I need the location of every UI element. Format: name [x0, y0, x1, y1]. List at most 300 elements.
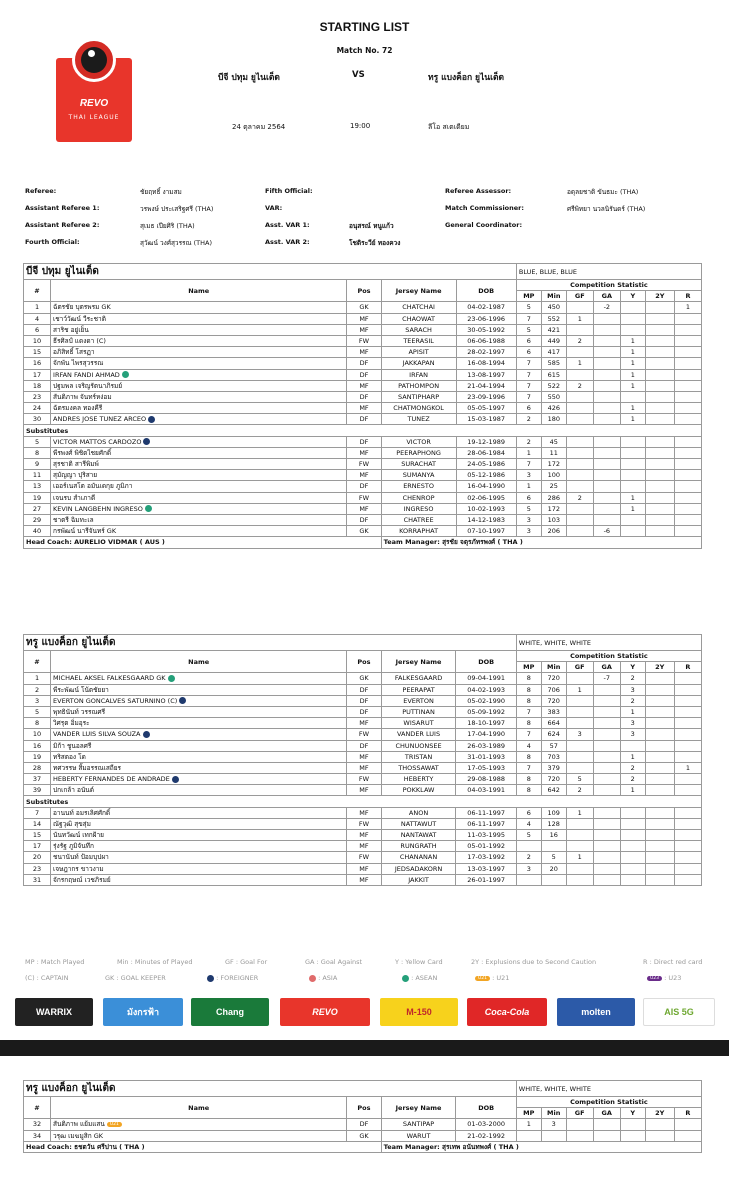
- stat-ga: [593, 807, 620, 818]
- player-name: [51, 526, 347, 537]
- player-row: [24, 1130, 702, 1141]
- stat-min: 20: [541, 863, 566, 874]
- stat-y: 1: [620, 358, 645, 369]
- legend-row-2: [25, 974, 715, 986]
- stat-y: 1: [620, 403, 645, 414]
- stat-mp: 8: [516, 684, 541, 695]
- legend-gk: GK : GOAL KEEPER: [105, 974, 166, 982]
- player-name: [51, 695, 347, 706]
- official-value: สุเมธ เปียศิริ (THA): [140, 222, 195, 230]
- stat-2y: [645, 841, 674, 852]
- stat-2y: [645, 830, 674, 841]
- player-name: [51, 751, 347, 762]
- stat-ga: [593, 818, 620, 829]
- col-competition-statistic: Competition Statistic: [516, 1097, 701, 1108]
- legend-foreigner: : FOREIGNER: [216, 974, 259, 982]
- player-pos: MF: [347, 718, 381, 729]
- player-row: [24, 470, 702, 481]
- stat-y: 3: [620, 718, 645, 729]
- stat-2y: [645, 706, 674, 717]
- player-name-text: ปฐมพล เจริญรัตนาภิรมย์: [53, 381, 123, 390]
- stat-y: 2: [620, 762, 645, 773]
- stat-r: [674, 807, 701, 818]
- player-jersey: JAKKIT: [381, 874, 456, 885]
- official-label: General Coordinator:: [445, 221, 523, 229]
- stat-y: 1: [620, 503, 645, 514]
- stat-gf: [566, 391, 593, 402]
- stat-gf: [566, 369, 593, 380]
- stat-2y: [645, 1119, 674, 1130]
- stat-gf: [566, 841, 593, 852]
- stat-2y: [645, 335, 674, 346]
- stat-gf: [566, 1119, 593, 1130]
- player-number: 16: [24, 358, 51, 369]
- player-name-text: VANDER LUIS SILVA SOUZA: [53, 730, 141, 739]
- stat-2y: [645, 852, 674, 863]
- player-name-text: เจนรบ สำเภาดี: [53, 493, 96, 502]
- stat-mp: 8: [516, 751, 541, 762]
- player-name-text: อภิสิทธิ์ โสรฏา: [53, 348, 95, 357]
- stat-ga: [593, 718, 620, 729]
- stat-y: [620, 514, 645, 525]
- stat-y: [620, 874, 645, 885]
- substitutes-row: [24, 425, 702, 436]
- player-name-text: ฉัตรมงคล ทองคีรี: [53, 404, 103, 413]
- player-row: [24, 391, 702, 402]
- player-jersey: WISARUT: [381, 718, 456, 729]
- player-name: [51, 492, 347, 503]
- home-team-table: [23, 263, 702, 549]
- player-pos: MF: [347, 403, 381, 414]
- legend-y: Y : Yellow Card: [395, 958, 443, 966]
- header-row: [24, 280, 702, 291]
- foreigner-icon: [207, 975, 214, 982]
- player-name-text: ทศวรรษ สิ้มอรรณเสถียร: [53, 763, 122, 772]
- stat-min: 720: [541, 695, 566, 706]
- player-jersey: VANDER LUIS: [381, 729, 456, 740]
- stat-ga: [593, 751, 620, 762]
- player-name: [51, 863, 347, 874]
- player-name: [51, 481, 347, 492]
- col-mp: MP: [516, 662, 541, 673]
- stat-2y: [645, 785, 674, 796]
- stat-ga: -6: [593, 526, 620, 537]
- col-r: R: [674, 662, 701, 673]
- stat-gf: [566, 818, 593, 829]
- player-dob: 23-06-1996: [456, 313, 516, 324]
- stat-gf: [566, 695, 593, 706]
- col-y2: 2Y: [645, 1108, 674, 1119]
- stat-2y: [645, 751, 674, 762]
- player-dob: 05-12-1986: [456, 470, 516, 481]
- stat-min: 25: [541, 481, 566, 492]
- player-pos: FW: [347, 335, 381, 346]
- player-name-text: มิก้า ชูนอลศรี: [53, 741, 92, 750]
- stat-ga: [593, 335, 620, 346]
- player-dob: 19-12-1989: [456, 436, 516, 447]
- official-label: Asst. VAR 2:: [265, 238, 310, 246]
- player-name: [51, 358, 347, 369]
- player-jersey: SARACH: [381, 324, 456, 335]
- stat-r: 1: [674, 302, 701, 313]
- stat-mp: 7: [516, 706, 541, 717]
- player-pos: MF: [347, 470, 381, 481]
- player-name: [51, 830, 347, 841]
- player-row: [24, 302, 702, 313]
- player-jersey: JEDSADAKORN: [381, 863, 456, 874]
- stat-r: [674, 436, 701, 447]
- player-jersey: ERNESTO: [381, 481, 456, 492]
- match-venue: ลีโอ สเตเดียม: [428, 123, 470, 131]
- player-name-text: ANDRES JOSE TUNEZ ARCEO: [53, 415, 147, 424]
- player-dob: 15-03-1987: [456, 414, 516, 425]
- player-pos: GK: [347, 526, 381, 537]
- player-row: [24, 729, 702, 740]
- player-number: 10: [24, 335, 51, 346]
- legend-u23: : U23: [664, 974, 682, 982]
- player-name-text: ทริสตอง โด: [53, 752, 86, 761]
- player-number: 1: [24, 673, 51, 684]
- player-name: [51, 380, 347, 391]
- stat-gf: [566, 874, 593, 885]
- legend-asean: : ASEAN: [411, 974, 438, 982]
- stat-min: 286: [541, 492, 566, 503]
- player-number: 29: [24, 514, 51, 525]
- official-label: Assistant Referee 2:: [25, 221, 100, 229]
- stat-2y: [645, 1130, 674, 1141]
- stat-mp: 2: [516, 414, 541, 425]
- player-row: [24, 852, 702, 863]
- stat-y: [620, 807, 645, 818]
- player-name-text: ธีรศิลป์ แดงดา (C): [53, 337, 106, 346]
- stat-gf: [566, 403, 593, 414]
- stat-r: [674, 347, 701, 358]
- player-row: [24, 863, 702, 874]
- header-row: [24, 651, 702, 662]
- stat-gf: 3: [566, 729, 593, 740]
- player-row: [24, 830, 702, 841]
- stat-gf: 2: [566, 335, 593, 346]
- player-number: 11: [24, 470, 51, 481]
- stat-ga: [593, 414, 620, 425]
- league-emblem-icon: [72, 38, 116, 82]
- stat-min: 379: [541, 762, 566, 773]
- stat-gf: [566, 1130, 593, 1141]
- stat-gf: [566, 526, 593, 537]
- player-dob: 17-05-1993: [456, 762, 516, 773]
- stat-gf: 5: [566, 774, 593, 785]
- stat-gf: [566, 302, 593, 313]
- official-label: Match Commissioner:: [445, 204, 524, 212]
- stat-gf: [566, 324, 593, 335]
- stat-gf: [566, 447, 593, 458]
- stat-min: 180: [541, 414, 566, 425]
- player-jersey: POKKLAW: [381, 785, 456, 796]
- stat-mp: 1: [516, 481, 541, 492]
- player-dob: 05-09-1992: [456, 706, 516, 717]
- col-min: Min: [541, 662, 566, 673]
- player-name-text: จักรกฤษณ์ เวชภิรมย์: [53, 875, 111, 884]
- player-row: [24, 526, 702, 537]
- player-name-text: สุรชาติ สารีพิมพ์: [53, 460, 99, 469]
- stat-mp: 5: [516, 324, 541, 335]
- stat-ga: [593, 481, 620, 492]
- player-number: 1: [24, 302, 51, 313]
- u21-badge: U21: [107, 1122, 122, 1127]
- player-name-text: MICHAEL AKSEL FALKESGAARD GK: [53, 674, 166, 683]
- player-dob: 28-06-1984: [456, 447, 516, 458]
- stat-ga: [593, 1119, 620, 1130]
- stat-min: 11: [541, 447, 566, 458]
- player-name: [51, 785, 347, 796]
- stat-ga: -7: [593, 673, 620, 684]
- player-name: [51, 762, 347, 773]
- player-dob: 13-08-1997: [456, 369, 516, 380]
- player-dob: 30-05-1992: [456, 324, 516, 335]
- official-value: ศรีพิทยา นวลนิรันดร์ (THA): [567, 205, 646, 213]
- player-jersey: CHATREE: [381, 514, 456, 525]
- stat-gf: 1: [566, 358, 593, 369]
- player-name: [51, 684, 347, 695]
- player-row: [24, 313, 702, 324]
- player-number: 23: [24, 863, 51, 874]
- col-y: Y: [620, 291, 645, 302]
- col-competition-statistic: Competition Statistic: [516, 651, 701, 662]
- player-dob: 04-03-1991: [456, 785, 516, 796]
- player-name: [51, 729, 347, 740]
- player-pos: GK: [347, 673, 381, 684]
- stat-mp: 7: [516, 369, 541, 380]
- player-jersey: INGRESO: [381, 503, 456, 514]
- stat-2y: [645, 302, 674, 313]
- player-name: [51, 436, 347, 447]
- col-jersey: Jersey Name: [381, 280, 456, 302]
- player-jersey: SANTIPAP: [381, 1119, 456, 1130]
- player-number: 37: [24, 774, 51, 785]
- stat-mp: [516, 1130, 541, 1141]
- stat-min: 421: [541, 324, 566, 335]
- player-jersey: JAKKAPAN: [381, 358, 456, 369]
- player-name-text: สุมัญญา ปุริสาย: [53, 471, 98, 480]
- stat-r: [674, 380, 701, 391]
- stat-mp: 3: [516, 514, 541, 525]
- stat-ga: [593, 514, 620, 525]
- stat-2y: [645, 313, 674, 324]
- stat-gf: [566, 414, 593, 425]
- player-name: [51, 673, 347, 684]
- player-pos: MF: [347, 874, 381, 885]
- player-number: 6: [24, 324, 51, 335]
- stat-2y: [645, 874, 674, 885]
- player-row: [24, 695, 702, 706]
- player-row: [24, 673, 702, 684]
- stat-min: 642: [541, 785, 566, 796]
- col-mp: MP: [516, 1108, 541, 1119]
- player-pos: MF: [347, 841, 381, 852]
- stat-gf: 1: [566, 313, 593, 324]
- player-name: [51, 470, 347, 481]
- stat-min: 426: [541, 403, 566, 414]
- stat-ga: [593, 740, 620, 751]
- stat-r: [674, 818, 701, 829]
- col-name: Name: [51, 1097, 347, 1119]
- official-label: Referee:: [25, 187, 57, 195]
- player-name: [51, 302, 347, 313]
- player-jersey: SURACHAT: [381, 459, 456, 470]
- stat-gf: [566, 863, 593, 874]
- stat-mp: 2: [516, 852, 541, 863]
- stat-ga: [593, 785, 620, 796]
- player-name: [51, 324, 347, 335]
- player-dob: 10-02-1993: [456, 503, 516, 514]
- stat-2y: [645, 369, 674, 380]
- player-dob: 04-02-1987: [456, 302, 516, 313]
- player-number: 40: [24, 526, 51, 537]
- team-manager: Team Manager: สุรชัย จตุรภัทรพงศ์ ( THA ): [381, 537, 701, 548]
- player-dob: 05-05-1997: [456, 403, 516, 414]
- player-pos: DF: [347, 436, 381, 447]
- col-y: Y: [620, 662, 645, 673]
- player-row: [24, 503, 702, 514]
- player-number: 16: [24, 740, 51, 751]
- player-jersey: PEERAPHONG: [381, 447, 456, 458]
- stat-r: [674, 830, 701, 841]
- player-name: [51, 347, 347, 358]
- stat-ga: [593, 459, 620, 470]
- player-dob: 17-04-1990: [456, 729, 516, 740]
- stat-min: 720: [541, 774, 566, 785]
- player-number: 15: [24, 830, 51, 841]
- stat-r: [674, 481, 701, 492]
- stat-min: 450: [541, 302, 566, 313]
- official-value: อดุลยชาติ ขันธมะ (THA): [567, 188, 639, 196]
- player-row: [24, 335, 702, 346]
- player-jersey: PATHOMPON: [381, 380, 456, 391]
- sponsor-warrix: WARRIX: [15, 998, 93, 1026]
- player-jersey: CHAOWAT: [381, 313, 456, 324]
- player-row: [24, 481, 702, 492]
- stat-r: [674, 369, 701, 380]
- stat-ga: [593, 324, 620, 335]
- player-row: [24, 740, 702, 751]
- player-name-text: จักพัน ไพรสุวรรณ: [53, 359, 104, 368]
- stat-mp: 2: [516, 436, 541, 447]
- asean-icon: [168, 675, 175, 682]
- stat-mp: 7: [516, 762, 541, 773]
- team-manager: Team Manager: สุรเทพ อนันทพงศ์ ( THA ): [381, 1141, 701, 1152]
- stat-mp: 6: [516, 347, 541, 358]
- staff-row: [24, 537, 702, 548]
- player-dob: 28-02-1997: [456, 347, 516, 358]
- stat-min: 585: [541, 358, 566, 369]
- legend-row-1: [25, 958, 715, 970]
- player-number: 3: [24, 695, 51, 706]
- official-value: อนุสรณ์ หนูแก้ว: [349, 222, 394, 230]
- stat-min: 706: [541, 684, 566, 695]
- stat-2y: [645, 470, 674, 481]
- stat-y: [620, 818, 645, 829]
- stat-ga: [593, 706, 620, 717]
- player-pos: MF: [347, 807, 381, 818]
- player-pos: MF: [347, 447, 381, 458]
- player-pos: MF: [347, 762, 381, 773]
- official-value: ชัยฤทธิ์ งามสม: [140, 188, 182, 196]
- player-name-text: รุ่งรัฐ ภูมิจันทึก: [53, 842, 94, 851]
- stat-min: 57: [541, 740, 566, 751]
- player-name-text: EVERTON GONCALVES SATURNINO (C): [53, 696, 178, 705]
- player-number: 28: [24, 762, 51, 773]
- player-number: 23: [24, 391, 51, 402]
- stat-min: 100: [541, 470, 566, 481]
- official-value: โชติระวีย์ ทองควง: [349, 239, 401, 247]
- player-pos: MF: [347, 380, 381, 391]
- player-jersey: ANON: [381, 807, 456, 818]
- player-row: [24, 874, 702, 885]
- col-ga: GA: [593, 291, 620, 302]
- head-coach: Head Coach: AURELIO VIDMAR ( AUS ): [24, 537, 382, 548]
- stat-r: [674, 1119, 701, 1130]
- stat-mp: [516, 874, 541, 885]
- away-team-table: [23, 634, 702, 886]
- player-pos: FW: [347, 492, 381, 503]
- player-name-text: เออร์เนสโต อมันเดกุย ภูมิภา: [53, 482, 133, 491]
- player-jersey: PUTTINAN: [381, 706, 456, 717]
- stat-mp: 5: [516, 302, 541, 313]
- stat-y: 1: [620, 380, 645, 391]
- stat-ga: [593, 347, 620, 358]
- stat-mp: 5: [516, 830, 541, 841]
- stat-gf: 2: [566, 380, 593, 391]
- sponsor-chang: Chang: [191, 998, 269, 1026]
- col-r: R: [674, 1108, 701, 1119]
- player-name: [51, 1119, 347, 1130]
- player-dob: 02-06-1995: [456, 492, 516, 503]
- player-jersey: CHUNUONSEE: [381, 740, 456, 751]
- col-dob: DOB: [456, 280, 516, 302]
- player-row: [24, 1119, 702, 1130]
- col-jersey: Jersey Name: [381, 651, 456, 673]
- stat-2y: [645, 684, 674, 695]
- stat-gf: [566, 470, 593, 481]
- substitutes-label: Substitutes: [24, 425, 702, 436]
- stat-ga: [593, 1130, 620, 1141]
- player-row: [24, 369, 702, 380]
- staff-row: [24, 1141, 702, 1152]
- player-name: [51, 874, 347, 885]
- col-mp: MP: [516, 291, 541, 302]
- player-row: [24, 459, 702, 470]
- stat-2y: [645, 729, 674, 740]
- stat-mp: 5: [516, 503, 541, 514]
- stat-ga: [593, 391, 620, 402]
- player-jersey: WARUT: [381, 1130, 456, 1141]
- sponsor-ais: AIS 5G: [643, 998, 715, 1026]
- player-pos: GK: [347, 1130, 381, 1141]
- stat-2y: [645, 526, 674, 537]
- stat-min: 449: [541, 335, 566, 346]
- stat-gf: [566, 673, 593, 684]
- player-name: [51, 313, 347, 324]
- stat-gf: [566, 706, 593, 717]
- stat-mp: 8: [516, 718, 541, 729]
- away-team-table-continued: [23, 1080, 702, 1153]
- player-number: 13: [24, 481, 51, 492]
- stat-min: [541, 1130, 566, 1141]
- player-pos: DF: [347, 481, 381, 492]
- stat-r: [674, 403, 701, 414]
- player-dob: 06-11-1997: [456, 818, 516, 829]
- legend-ga: GA : Goal Against: [305, 958, 363, 966]
